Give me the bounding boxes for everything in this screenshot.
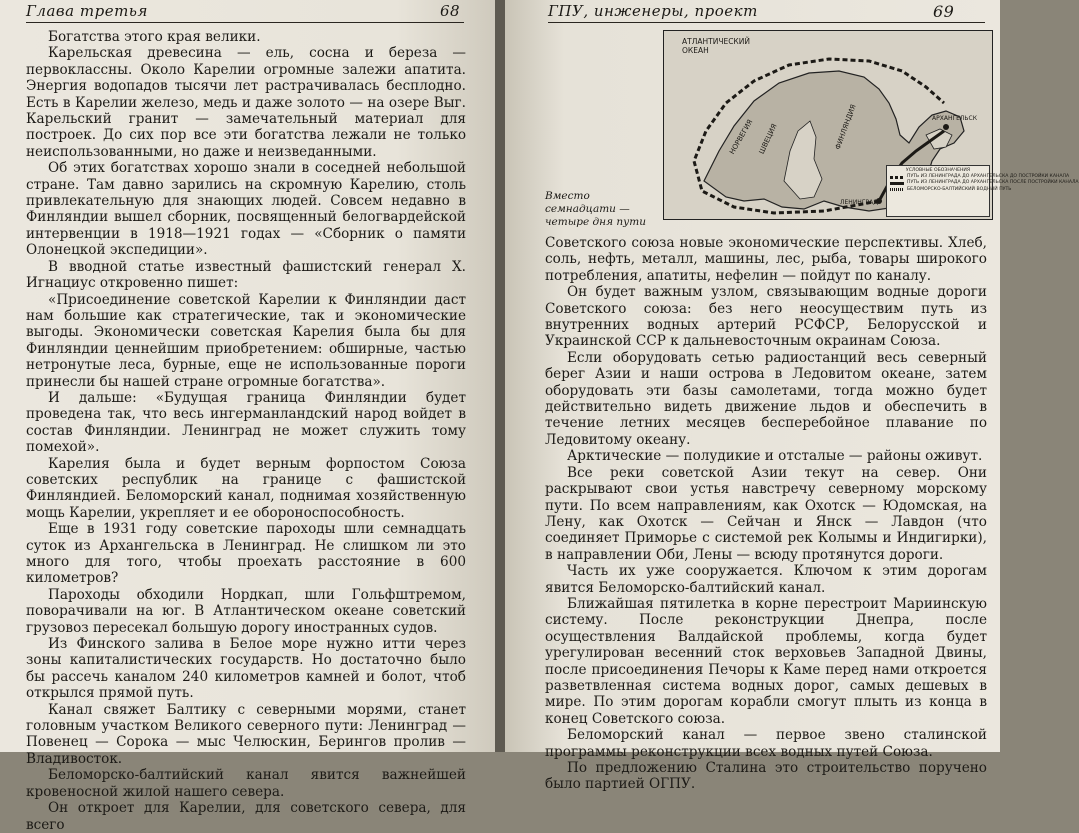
paragraph: Беломорский канал — первое звено сталинской программы реконструкции всех водных путей Союза.	[545, 727, 987, 760]
paragraph: Он будет важным узлом, связывающим водные дороги Советского союза: без него неосуществим путь из внутренних водных артерий РСФСР, Белорусской и Украинской ССР к дальневосточным окраинам Союза.	[545, 284, 987, 350]
section-header: ГПУ, инженеры, проект	[548, 2, 758, 20]
arkhangelsk-marker	[943, 124, 949, 130]
paragraph: И дальше: «Будущая граница Финляндии будет проведена так, что весь ингерманландский народ войдет в состав Финляндии. Ленинград не может служить тому помехой».	[26, 389, 466, 456]
map-label-norway: НОРВЕГИЯ	[728, 118, 755, 156]
paragraph: Карелия была и будет верным форпостом Союза советских республик на границе с фашистской Финляндией. Беломорский канал, поднимая хозяйственную мощь Карелии, укрепляет и ее обороноспособность.	[26, 455, 466, 521]
paragraph: Арктические — полудикие и отсталые — районы оживут.	[567, 448, 983, 465]
paragraph: Советского союза новые экономические перспективы. Хлеб, соль, нефть, металл, машины, лес, рыба, товары широкого потребления, апатиты, нефелин — пойдут по каналу.	[545, 235, 987, 284]
header-rule	[26, 22, 464, 23]
legend-label: БЕЛОМОРСКО-БАЛТИЙСКИЙ ВОДНЫЙ ПУТЬ	[907, 186, 1012, 192]
left-body-text	[26, 29, 466, 833]
page-number-left: 68	[440, 2, 461, 20]
paragraph: Об этих богатствах хорошо знали в соседней небольшой стране. Там давно зарились на скромную Карелию, столь привлекательную для знающих людей. Совсем недавно в Финляндии вышел сборник, посвященный белогвардейской интервенции в 1918—1921 годах — «Сборник о памяти Олонецкой экспедиции».	[26, 160, 466, 259]
map-label-leningrad: ЛЕНИНГРАД	[840, 199, 878, 206]
paragraph: Пароходы обходили Нордкап, шли Гольфштремом, поворачивали на юг. В Атлантическом океане советский грузовоз пересекал большую дорогу иностранных судов.	[26, 586, 466, 636]
paragraph: Богатства этого края велики.	[48, 29, 261, 45]
paragraph: Из Финского залива в Белое море нужно итти через зоны капиталистических государств. Но достаточно было бы рассечь каналом 240 километров камней и болот, чтоб открылся прямой путь.	[26, 636, 466, 702]
left-page	[0, 0, 495, 833]
legend-label: ПУТЬ ИЗ ЛЕНИНГРАДА ДО АРХАНГЕЛЬСКА ПОСЛЕ ПОСТРОЙКИ КАНАЛА	[907, 180, 1079, 186]
paragraph: Он откроет для Карелии, для советского севера, для всего	[26, 800, 466, 833]
legend-swatch-hatched	[890, 188, 904, 191]
paragraph: В вводной статье известный фашистский генерал X. Игнациус откровенно пишет:	[26, 258, 466, 292]
map-label-arkhangelsk: АРХАНГЕЛЬСК	[932, 115, 977, 122]
paragraph: Ближайшая пятилетка в корне перестроит Мариинскую систему. После реконструкции Днепра, после осуществления Валдайской проблемы, когда будет урегулирован весенний сток верховьев Западной Двины, после присоединения Печоры к Каме перед нами откроется разветвленная система водных дорог, самых дешевых в мире. По этим дорогам корабли смогут плыть из конца в конец Советского союза.	[545, 595, 987, 727]
map-caption: Вместо семнадцати — четыре дня пути	[545, 190, 646, 228]
right-body-text	[545, 235, 987, 793]
legend-label: ПУТЬ ИЗ ЛЕНИНГРАДА ДО АРХАНГЕЛЬСКА ДО ПОСТРОЙКИ КАНАЛА	[907, 174, 1070, 180]
map-label-sweden: ШВЕЦИЯ	[757, 122, 779, 156]
paragraph: Часть их уже сооружается. Ключом к этим дорогам явится Беломорско-балтийский канал.	[545, 563, 987, 596]
page-number-right: 69	[933, 2, 955, 21]
right-page	[505, 0, 1079, 793]
map-label-finland: ФИНЛЯНДИЯ	[833, 103, 858, 151]
map-label-ocean: АТЛАНТИЧЕСКИЙ ОКЕАН	[682, 37, 750, 55]
paragraph: Если оборудовать сетью радиостанций весь северный берег Азии и наши острова в Ледовитом океане, затем оборудовать эти базы самолетами, тогда можно будет действительно видеть движение льдов и обеспечить в течение летних месяцев бесперебойное плавание по Ледовитому океану.	[545, 349, 987, 448]
header-rule	[548, 22, 985, 23]
legend-title: УСЛОВНЫЕ ОБОЗНАЧЕНИЯ	[905, 168, 971, 173]
route-map	[663, 30, 1079, 220]
map-legend	[886, 165, 1079, 217]
book-gutter	[495, 0, 505, 752]
paragraph: По предложению Сталина это строительство поручено было партией ОГПУ.	[545, 760, 987, 793]
paragraph: Беломорско-балтийский канал явится важнейшей кровеносной жилой нашего севера.	[26, 767, 466, 800]
paragraph: Карельская древесина — ель, сосна и береза — первоклассны. Около Карелии огромные залежи апатита. Энергия водопадов тысячи лет растрачивалась бесплодно. Есть в Карелии железо, медь и даже золото — на озере Выг. Карельский гранит — замечательный материал для построек. До сих пор все эти богатства лежали не только неиспользованными, но даже и неизведанными.	[26, 45, 466, 160]
paragraph: Канал свяжет Балтику с северными морями, станет головным участком Великого северного пути: Ленинград — Повенец — Сорока — мыс Челюскин, Берингов пролив — Владивосток.	[26, 701, 466, 767]
paragraph: «Присоединение советской Карелии к Финляндии даст нам большие как стратегические, так и экономические выгоды. Экономически советская Карелия была бы для Финляндии ценнейшим приобретением: обширные, частью нетронутые леса, бурные, еще не использованные пороги принесли бы нашей стране огромные богатства».	[26, 291, 466, 390]
legend-item-canal	[890, 186, 1012, 193]
chapter-header: Глава третья	[26, 2, 148, 20]
paragraph: Все реки советской Азии текут на север. Они раскрывают свои устья навстречу северному морскому пути. По всем направлениям, как Охотск — Юдомская, на Лену, как Охотск — Сейчан и Янск — Лавдон (что соединяет Приморье с системой рек Колымы и Индигирки), в направлении Оби, Лены — всюду протянутся дороги.	[545, 464, 987, 563]
legend-swatch-dashed	[890, 176, 904, 179]
legend-swatch-solid	[890, 182, 904, 185]
paragraph: Еще в 1931 году советские пароходы шли семнадцать суток из Архангельска в Ленинград. Не слишком ли это много для того, чтобы проехать расстояние в 600 километров?	[26, 521, 466, 587]
